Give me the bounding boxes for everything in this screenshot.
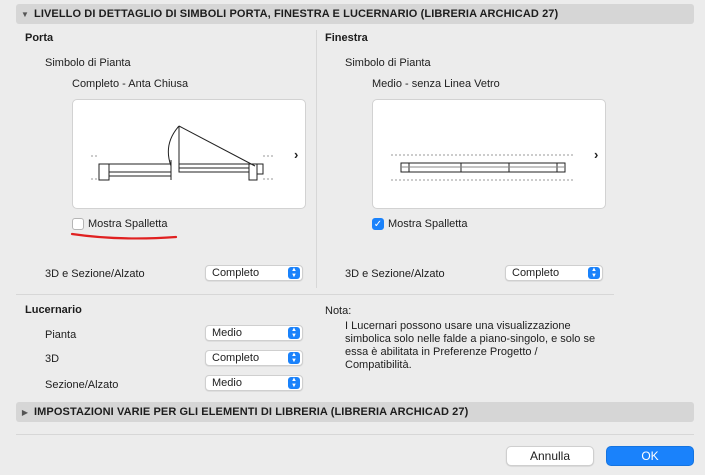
skylight-plan-value: Medio	[212, 327, 242, 339]
ok-button[interactable]: OK	[606, 446, 694, 466]
skylight-3d-select[interactable]	[205, 350, 303, 366]
window-group-title: Finestra	[325, 32, 368, 44]
window-plan-preview[interactable]	[372, 99, 606, 209]
window-section-select[interactable]	[505, 265, 603, 281]
door-show-reveal-label[interactable]: Mostra Spalletta	[88, 218, 168, 230]
red-underline-annotation	[70, 231, 180, 241]
skylight-3d-value: Completo	[212, 352, 260, 364]
updown-arrows-icon: ▲ ▼	[288, 377, 300, 389]
cancel-button[interactable]: Annulla	[506, 446, 594, 466]
door-symbol-drawing	[73, 100, 305, 208]
updown-arrows-icon: ▲ ▼	[288, 352, 300, 364]
door-plan-value: Completo - Anta Chiusa	[72, 78, 189, 90]
window-plan-value: Medio - senza Linea Vetro	[372, 78, 500, 90]
section-title: LIVELLO DI DETTAGLIO DI SIMBOLI PORTA, FINESTRA E LUCERNARIO (LIBRERIA ARCHICAD 27)	[34, 8, 559, 20]
updown-arrows-icon: ▲ ▼	[588, 267, 600, 279]
section-title: IMPOSTAZIONI VARIE PER GLI ELEMENTI DI LIBRERIA (LIBRERIA ARCHICAD 27)	[34, 406, 469, 418]
window-chevron-right-icon[interactable]: ›	[594, 147, 599, 162]
triangle-right-icon[interactable]: ▶	[21, 407, 29, 417]
skylight-group-title: Lucernario	[25, 304, 82, 316]
updown-arrows-icon: ▲ ▼	[288, 267, 300, 279]
library-settings-section-header[interactable]	[16, 402, 694, 422]
window-section-value: Completo	[512, 267, 560, 279]
note-title: Nota:	[325, 305, 352, 317]
door-show-reveal-checkbox[interactable]	[72, 218, 84, 230]
skylight-3d-label: 3D	[45, 353, 60, 365]
updown-arrows-icon: ▲ ▼	[288, 327, 300, 339]
skylight-section-label: Sezione/Alzato	[45, 379, 119, 391]
column-divider	[316, 30, 317, 288]
window-plan-label: Simbolo di Pianta	[345, 57, 431, 69]
footer-divider	[16, 434, 694, 435]
window-show-reveal-checkbox[interactable]: ✓	[373, 219, 383, 230]
detail-level-section-header[interactable]	[16, 4, 694, 24]
note-body: I Lucernari possono usare una visualizzazione simbolica solo nelle falde a piano-singolo, e solo se essa è abilitata in Preferenze Progetto / Compatibilità.	[345, 320, 596, 371]
door-section-value: Completo	[212, 267, 260, 279]
door-section-select[interactable]	[205, 265, 303, 281]
door-plan-label: Simbolo di Pianta	[45, 57, 131, 69]
section-divider	[16, 294, 614, 295]
door-section-label: 3D e Sezione/Alzato	[45, 268, 145, 280]
door-plan-preview[interactable]	[72, 99, 306, 209]
door-group-title: Porta	[25, 32, 54, 44]
window-section-label: 3D e Sezione/Alzato	[345, 268, 445, 280]
window-show-reveal-label[interactable]: Mostra Spalletta	[388, 218, 468, 230]
skylight-plan-label: Pianta	[45, 329, 77, 341]
skylight-plan-select[interactable]	[205, 325, 303, 341]
skylight-section-select[interactable]	[205, 375, 303, 391]
triangle-down-icon[interactable]: ▼	[20, 9, 30, 19]
skylight-section-value: Medio	[212, 377, 242, 389]
window-symbol-drawing	[373, 100, 605, 208]
door-chevron-right-icon[interactable]: ›	[294, 147, 299, 162]
